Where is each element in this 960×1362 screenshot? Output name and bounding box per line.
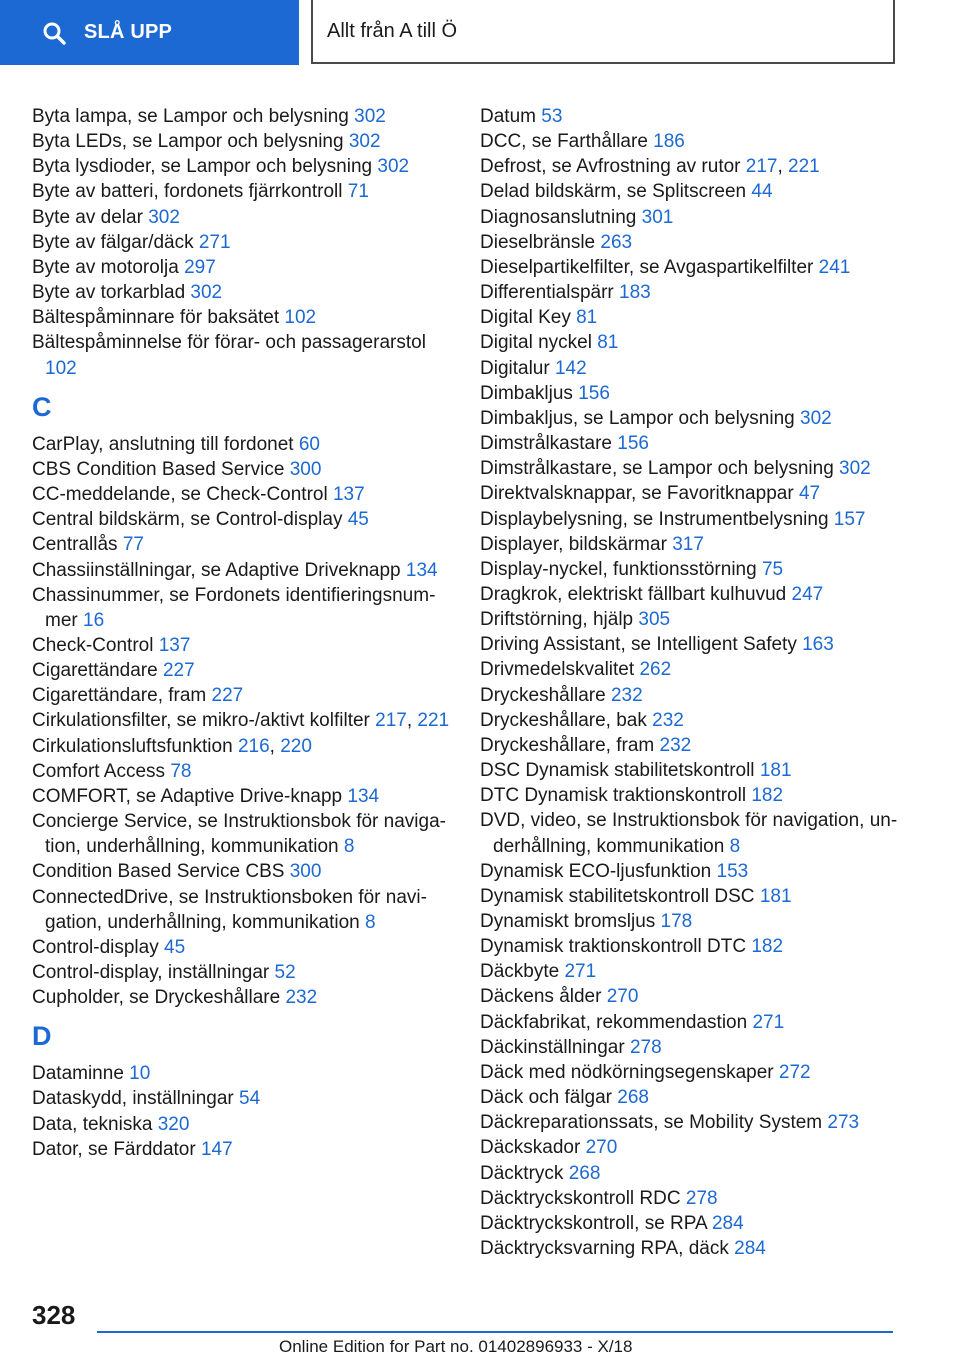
index-column-right [480,104,900,1261]
index-entry [32,179,452,204]
index-entry [480,104,900,129]
page-reference-link[interactable]: 75 [761,558,784,580]
index-entry-text: Cirkulationsluftsfunktion [32,735,233,757]
page-reference-link[interactable]: 302 [190,282,223,304]
index-entry-text: Byte av motorolja [32,256,179,278]
page-reference-link[interactable]: 102 [45,357,77,379]
page-reference-link[interactable]: 156 [578,382,610,404]
index-entry [32,784,452,809]
page-reference-link[interactable]: 52 [274,962,296,983]
index-entry-text: Chassiinställningar, se Adaptive Driveknapp [32,559,401,581]
page-reference-link[interactable]: 78 [170,760,192,782]
index-entry-text: Cigarettändare [32,660,158,682]
index-entry: Cirkulationsluftsfunktion 216, 220 [32,735,312,757]
index-entry [32,985,452,1010]
index-entry [480,708,900,733]
page-reference-link[interactable]: 156 [617,433,649,455]
index-entry [480,1110,900,1135]
index-entry-text: Byte av fälgar/däck [32,231,194,253]
index-entry-text: ConnectedDrive, se Instruktionsboken för navigation, underhållning, kommunikation [32,886,427,933]
index-entry [32,1112,452,1137]
index-entry [32,759,452,784]
index-entry [480,1135,900,1160]
index-entry-text: Dieselpartikelfilter, se Avgaspartikelfilter [480,256,814,278]
page-reference-link[interactable]: 71 [347,181,369,203]
index-entry-text: Dimstrålkastare [480,433,612,455]
index-entry [480,959,900,984]
index-entry-text: COMFORT, se Adaptive Drive-knapp [32,785,343,807]
index-entry-text: Dryckeshållare, bak [480,709,647,731]
index-entry [480,557,900,582]
page-reference-link[interactable]: 317 [672,533,704,555]
index-entry-text: Dryckeshållare [480,684,606,706]
index-entry [480,733,900,758]
index-entry-text: Condition Based Service CBS [32,861,285,883]
page-reference-link[interactable]: 232 [610,684,643,706]
index-entry-text: Byta lysdioder, se Lampor och belysning [32,156,373,178]
page-reference-link[interactable]: 147 [200,1138,233,1160]
index-entry-text: DVD, video, se Instruktionsbok för navigation, underhållning, kommunikation [480,810,898,857]
index-entry-text: DCC, se Farthållare [480,131,648,153]
index-entry-text: Däcktrycksvarning RPA, däck [480,1238,729,1260]
index-entry-text: Dieselbränsle [480,231,596,253]
index-entry-text: DTC Dynamisk traktionskontroll [480,785,747,807]
index-entry [480,406,900,431]
page-reference-link[interactable]: 272 [778,1061,811,1083]
page-reference-link[interactable]: 302 [377,156,410,178]
index-entry-text: CC-meddelande, se Check-Control [32,484,328,506]
page-reference-link[interactable]: 77 [122,534,144,556]
page-reference-link[interactable]: 134 [405,559,438,581]
index-entry [480,205,900,230]
page-reference-link[interactable]: 8 [729,835,741,857]
footer-divider [97,1331,893,1333]
page-reference-link[interactable]: 137 [158,634,191,656]
index-entry-text: Bältespåminnare för baksätet [32,307,280,329]
index-entry-text: Chassinummer, se Fordonets identifieringsnummer [32,584,436,631]
page-reference-link[interactable]: 216 [237,735,270,757]
index-entry-text: Comfort Access [32,760,166,782]
index-entry-text: Diagnosanslutning [480,206,637,228]
index-entry-text: Concierge Service, se Instruktionsbok för navigation, underhållning, kommunikation [32,811,446,858]
search-icon [42,21,66,45]
page-reference-link[interactable]: 232 [659,734,692,756]
page-reference-link[interactable]: 302 [839,458,871,480]
page-reference-link[interactable]: 54 [239,1088,261,1110]
index-entry-text: Byte av batteri, fordonets fjärrkontroll [32,181,343,203]
index-entry-text: Bältespåminnelse för förar- och passagerarstol [32,332,426,354]
index-entry-text: Däcktryckskontroll RDC [480,1187,681,1209]
page-reference-link[interactable]: 142 [554,357,587,379]
index-entry-text: Defrost, se Avfrostning av rutor [480,156,741,178]
page-reference-link[interactable]: 44 [751,181,773,203]
page-reference-link[interactable]: 47 [798,483,821,505]
index-entry [32,532,452,557]
index-entry-text: Byta lampa, se Lampor och belysning [32,106,349,127]
page-reference-link[interactable]: 301 [641,206,674,228]
index-entry [480,1236,900,1261]
index-entry [480,481,900,506]
index-entry-text: Display-nyckel, funktionsstörning [480,558,757,580]
index-entry-text: CarPlay, anslutning till fordonet [32,433,294,455]
index-entry-text: CBS Condition Based Service [32,458,285,480]
page-reference-link[interactable]: 81 [576,307,598,329]
page-reference-link[interactable]: 262 [639,659,672,681]
index-entry-text: Däck med nödkörningsegenskaper [480,1061,774,1083]
index-entry-text: Däckinställningar [480,1036,625,1058]
index-entry [32,205,452,230]
index-entry [480,984,900,1009]
page-reference-link[interactable]: 302 [800,407,832,429]
page-reference-link[interactable]: 232 [285,987,318,1009]
page-reference-link[interactable]: 278 [685,1187,718,1209]
index-entry [480,456,900,481]
page-reference-link[interactable]: 227 [211,685,244,707]
index-entry-text: Cigarettändare, fram [32,685,207,707]
index-entry-text: Dynamisk traktionskontroll DTC [480,936,747,958]
page-reference-link[interactable]: 268 [568,1162,601,1184]
page-reference-link[interactable]: 302 [354,106,386,127]
index-entry [480,129,900,154]
page-number: 328 [32,1300,76,1330]
index-entry-text: Digital nyckel [480,332,592,354]
index-entry [480,657,900,682]
index-entry [32,583,452,633]
index-entry-text: Däckens ålder [480,986,602,1008]
page-reference-link[interactable]: 134 [347,785,380,807]
index-entry-text: DSC Dynamisk stabilitetskontroll [480,760,755,782]
index-entry-text: Digitalur [480,357,550,379]
index-entry [480,330,900,355]
page-reference-link[interactable]: 137 [332,484,365,506]
index-entry-text: Dynamisk stabilitetskontroll DSC [480,885,755,907]
top-bar [0,0,960,66]
index-entry [480,683,900,708]
index-entry-text: Data, tekniska [32,1113,153,1135]
index-entry [32,859,452,884]
index-entry [32,935,452,960]
index-entry [480,356,900,381]
index-entry-text: Delad bildskärm, se Splitscreen [480,181,747,203]
index-letter-heading: D [32,1021,52,1052]
page-reference-link[interactable]: 320 [157,1113,190,1135]
index-entry-text: Däckreparationssats, se Mobility System [480,1112,823,1134]
page-reference-link[interactable]: 163 [802,634,834,656]
page-reference-link[interactable]: 8 [343,836,355,858]
index-entry [32,1137,452,1162]
footer-edition-text: Online Edition for Part no. 01402896933 - X/18 [279,1337,633,1356]
page-reference-link[interactable]: 45 [347,509,369,531]
index-entry [480,255,900,280]
index-entry [32,457,452,482]
page-reference-link[interactable]: 10 [129,1063,151,1085]
index-entry [480,934,900,959]
search-label: SLÅ UPP [84,21,173,43]
page-reference-link[interactable]: 102 [284,307,317,329]
index-entry-text: Direktvalsknappar, se Favoritknappar [480,483,794,505]
index-entry [32,432,452,457]
index-entry [480,381,900,406]
index-entry: Defrost, se Avfrostning av rutor 217, 221 [480,156,820,178]
page-reference-link[interactable]: 247 [791,583,824,605]
page-reference-link[interactable]: 181 [759,760,792,782]
index-entry [480,808,900,858]
index-entry [480,1186,900,1211]
index-entry [480,280,900,305]
index-entry-text: Centrallås [32,534,118,556]
index-entry-text: Dataminne [32,1063,124,1085]
page-reference-link[interactable]: 284 [711,1212,744,1234]
index-entry-text: Däckskador [480,1137,581,1159]
index-entry [32,305,452,330]
index-entry [32,230,452,255]
index-entry-text: Drivmedelskvalitet [480,659,635,681]
index-entry [480,783,900,808]
index-entry-text: Byta LEDs, se Lampor och belysning [32,131,344,153]
page-reference-link[interactable]: 273 [827,1112,860,1134]
page-reference-link[interactable]: 227 [162,660,195,682]
index-entry [480,632,900,657]
index-entry-text: Cirkulationsfilter, se mikro-/aktivt kolfilter [32,710,370,732]
page-reference-link[interactable]: 53 [541,106,563,127]
index-entry [32,683,452,708]
page-reference-link[interactable]: 268 [617,1087,649,1109]
page-reference-link[interactable]: 157 [833,508,866,530]
index-entry-text: Cupholder, se Dryckeshållare [32,987,281,1009]
index-entry [32,280,452,305]
index-entry [480,1060,900,1085]
section-title: Allt från A till Ö [311,0,895,64]
index-entry-text: Control-display [32,936,159,958]
index-entry [32,129,452,154]
page-reference-link[interactable]: 183 [619,282,651,304]
index-entry [480,431,900,456]
page-reference-link[interactable]: 270 [606,986,639,1008]
page-reference-link[interactable]: 271 [198,231,231,253]
index-entry: Cirkulationsfilter, se mikro-/aktivt kolfilter 217, 221 [32,710,450,732]
page-reference-link[interactable]: 153 [716,860,749,882]
index-entry [32,633,452,658]
index-entry-text: Dynamiskt bromsljus [480,911,656,932]
index-entry [480,859,900,884]
index-entry [480,1010,900,1035]
page-reference-link[interactable]: 186 [653,131,685,153]
search-button[interactable] [0,0,299,65]
index-entry [480,607,900,632]
index-entry-text: Displaybelysning, se Instrumentbelysning [480,508,829,530]
page-reference-link[interactable]: 221 [788,156,820,178]
index-entry [32,558,452,583]
index-entry [480,507,900,532]
page-reference-link[interactable]: 302 [148,206,180,228]
index-entry-text: Däcktryckskontroll, se RPA [480,1212,707,1234]
index-entry [480,532,900,557]
index-entry-text: Central bildskärm, se Control-display [32,509,343,531]
page-reference-link[interactable]: 271 [752,1011,785,1033]
index-entry-text: Dataskydd, inställningar [32,1088,234,1110]
index-entry [480,884,900,909]
index-entry [32,658,452,683]
index-entry [32,507,452,532]
page-reference-link[interactable]: 182 [751,785,784,807]
index-entry-text: Byte av delar [32,206,143,228]
index-entry-text: Driftstörning, hjälp [480,609,634,631]
index-entry [32,809,452,859]
index-entry-text: Control-display, inställningar [32,962,270,983]
page-reference-link[interactable]: 271 [564,961,597,983]
page-reference-link[interactable]: 217 [375,710,407,732]
index-entry-text: Digital Key [480,307,571,329]
index-entry-text: Dimbakljus, se Lampor och belysning [480,407,795,429]
page-reference-link[interactable]: 81 [597,332,619,354]
page-reference-link[interactable]: 232 [652,709,684,731]
index-entry [480,909,900,934]
page-reference-link[interactable]: 278 [629,1036,662,1058]
index-entry [32,1086,452,1111]
index-entry [480,1161,900,1186]
page-reference-link[interactable]: 220 [280,735,312,757]
index-entry-text: Differentialspärr [480,282,614,304]
index-column-left [32,104,452,1162]
page-reference-link[interactable]: 16 [83,609,105,631]
page-reference-link[interactable]: 284 [734,1238,766,1260]
index-entry [480,1035,900,1060]
index-entry-text: Dimbakljus [480,382,573,404]
page-reference-link[interactable]: 45 [164,936,186,958]
index-entry [32,885,452,935]
page-reference-link[interactable]: 182 [751,936,784,958]
index-entry [480,582,900,607]
index-entry [480,1085,900,1110]
index-entry [32,330,452,380]
index-entry-text: Däck och fälgar [480,1087,613,1109]
index-entry-text: Dragkrok, elektriskt fällbart kulhuvud [480,583,787,605]
index-entry [32,104,452,129]
index-entry [480,305,900,330]
index-entry [480,179,900,204]
index-letter-heading: C [32,391,52,422]
page-reference-link[interactable]: 178 [660,911,693,932]
page-reference-link[interactable]: 300 [289,861,322,883]
index-entry-text: Dimstrålkastare, se Lampor och belysning [480,458,834,480]
index-entry-text: Check-Control [32,634,154,656]
page-reference-link[interactable]: 8 [365,911,376,933]
index-entry-text: Dynamisk ECO-ljusfunktion [480,860,712,882]
index-entry [32,154,452,179]
index-entry-text: Dryckeshållare, fram [480,734,655,756]
page-reference-link[interactable]: 221 [417,710,450,732]
index-entry [32,1061,452,1086]
page-reference-link[interactable]: 270 [585,1137,618,1159]
index-entry [480,758,900,783]
index-entry-text: Driving Assistant, se Intelligent Safety [480,634,797,656]
page-reference-link[interactable]: 300 [289,458,322,480]
index-entry-text: Däcktryck [480,1162,564,1184]
page-reference-link[interactable]: 217 [745,156,778,178]
index-entry-text: Däckfabrikat, rekommendastion [480,1011,748,1033]
page-reference-link[interactable]: 181 [759,885,792,907]
page-reference-link[interactable]: 305 [638,609,671,631]
index-entry [480,230,900,255]
page-reference-link[interactable]: 241 [818,256,851,278]
index-entry-text: Byte av torkarblad [32,282,186,304]
index-entry [32,255,452,280]
index-entry-text: Displayer, bildskärmar [480,533,667,555]
index-entry-text: Däckbyte [480,961,560,983]
index-entry-text: Dator, se Färddator [32,1138,196,1160]
page-reference-link[interactable]: 297 [184,256,216,278]
index-entry [480,1211,900,1236]
index-entry-text: Datum [480,106,536,127]
page-reference-link[interactable]: 302 [348,131,381,153]
page-reference-link[interactable]: 60 [298,433,320,455]
index-entry [32,482,452,507]
index-entry [32,960,452,985]
page-reference-link[interactable]: 263 [600,231,633,253]
